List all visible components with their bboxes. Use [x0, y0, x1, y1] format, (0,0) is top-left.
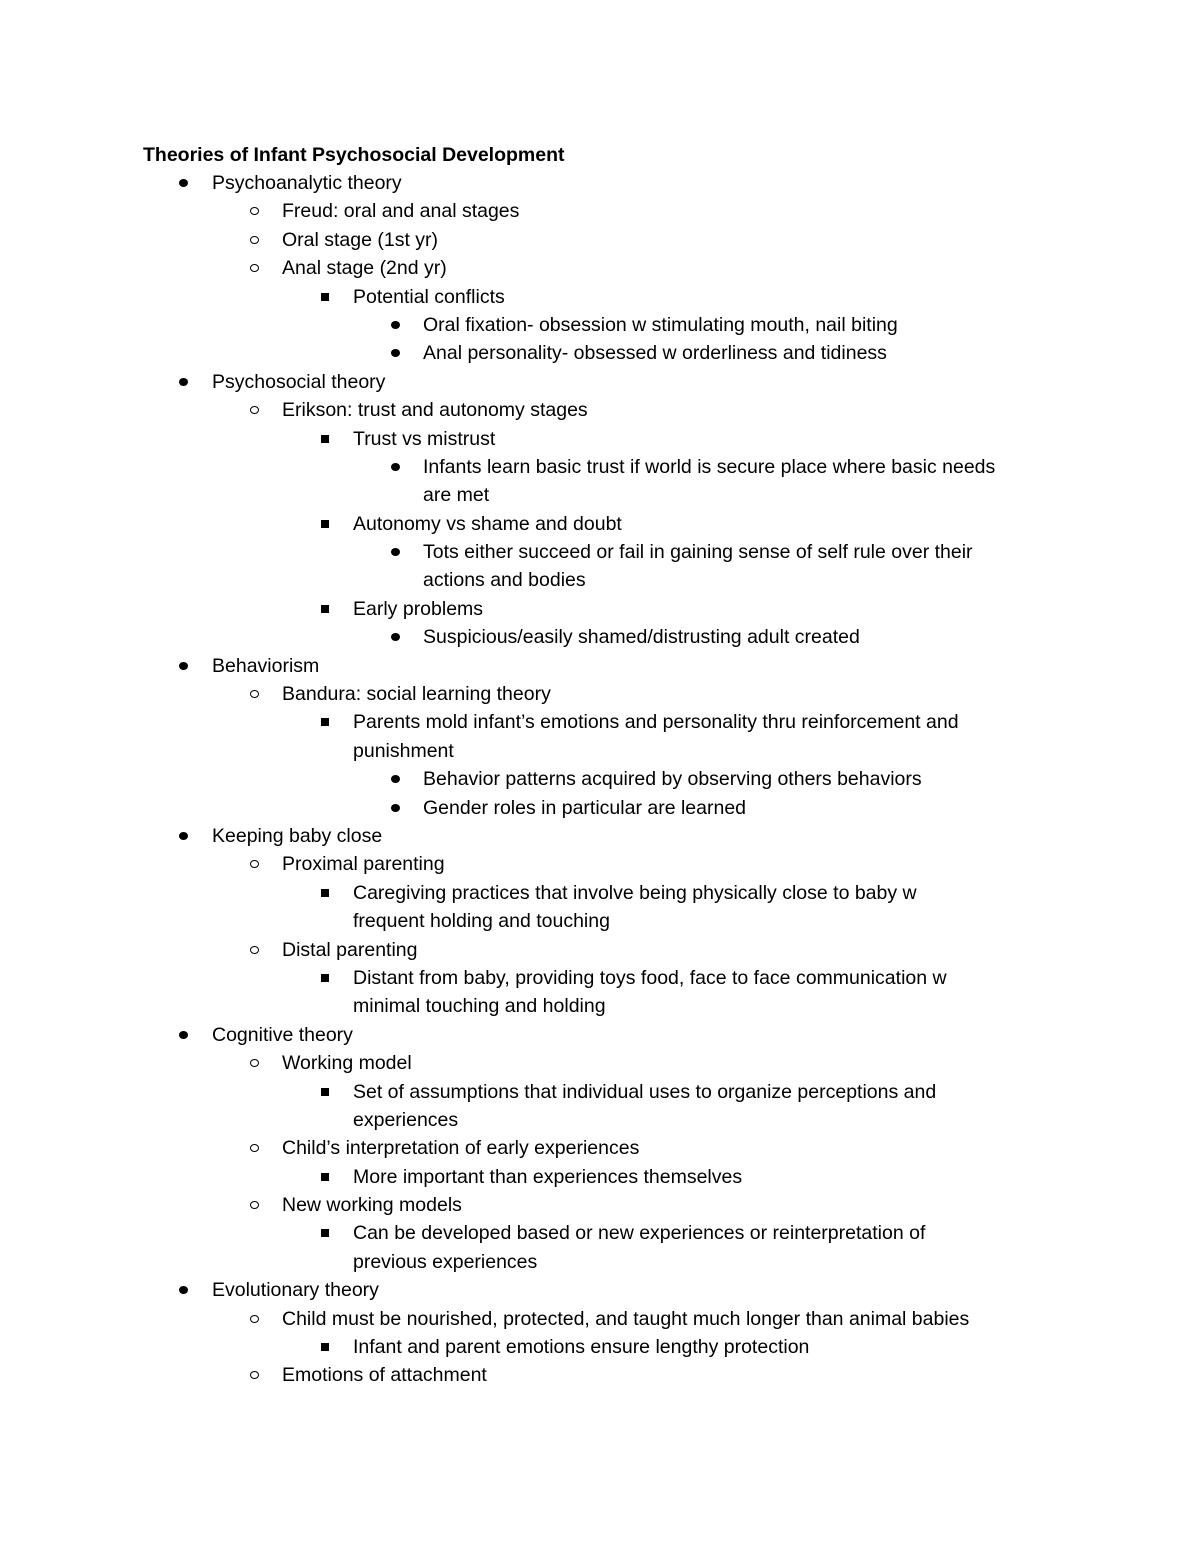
bullet-disc-icon: [174, 1276, 194, 1304]
list-item: [0, 1021, 1200, 1049]
list-item: [0, 595, 1200, 623]
list-item: [0, 510, 1200, 538]
bullet-disc-icon: [386, 765, 406, 793]
list-item-text: Gender roles in particular are learned: [423, 796, 747, 819]
list-item-text: Child must be nourished, protected, and taught much longer than animal babies: [282, 1307, 970, 1330]
list-item: [0, 425, 1200, 453]
list-item: [0, 964, 1200, 992]
bullet-circle-icon: [245, 1305, 265, 1333]
bullet-circle-icon: [245, 226, 265, 254]
document-title: Theories of Infant Psychosocial Development: [143, 144, 565, 166]
list-item-text: Behaviorism: [212, 654, 320, 677]
list-item: [0, 822, 1200, 850]
list-item-text: are met: [423, 484, 490, 507]
list-item: [0, 368, 1200, 396]
list-item-text: Early problems: [353, 597, 484, 620]
list-item: [0, 1134, 1200, 1162]
bullet-disc-icon: [386, 453, 406, 481]
list-item-text: Caregiving practices that involve being physically close to baby w: [353, 881, 917, 904]
list-item-text: Freud: oral and anal stages: [282, 200, 520, 223]
list-item: [0, 254, 1200, 282]
list-item: [0, 283, 1200, 311]
list-item-text: Bandura: social learning theory: [282, 683, 551, 706]
list-item-text: Working model: [282, 1052, 412, 1075]
list-item-continuation: [0, 481, 1200, 509]
list-item: [0, 936, 1200, 964]
list-item: [0, 765, 1200, 793]
list-item-continuation: [0, 1106, 1200, 1134]
list-item-continuation: [0, 992, 1200, 1020]
list-item: [0, 794, 1200, 822]
list-item: [0, 708, 1200, 736]
outline-list: [0, 169, 1200, 1390]
list-item-text: actions and bodies: [423, 569, 586, 592]
list-item-text: frequent holding and touching: [353, 910, 610, 933]
list-item-text: Psychoanalytic theory: [212, 172, 402, 194]
list-item: [0, 339, 1200, 367]
list-item: [0, 1049, 1200, 1077]
list-item: [0, 197, 1200, 225]
bullet-square-icon: [315, 1219, 335, 1247]
bullet-square-icon: [315, 425, 335, 453]
list-item: [0, 1219, 1200, 1247]
list-item-text: Keeping baby close: [212, 824, 383, 847]
bullet-circle-icon: [245, 396, 265, 424]
list-item-text: Set of assumptions that individual uses to organize perceptions and: [353, 1080, 937, 1103]
list-item-continuation: [0, 737, 1200, 765]
bullet-square-icon: [315, 879, 335, 907]
list-item: [0, 396, 1200, 424]
bullet-disc-icon: [174, 169, 194, 197]
bullet-disc-icon: [174, 1021, 194, 1049]
list-item-text: Tots either succeed or fail in gaining sense of self rule over their: [423, 541, 973, 564]
list-item: [0, 226, 1200, 254]
bullet-disc-icon: [174, 652, 194, 680]
list-item: [0, 311, 1200, 339]
list-item: [0, 453, 1200, 481]
bullet-square-icon: [315, 510, 335, 538]
bullet-circle-icon: [245, 850, 265, 878]
list-item: [0, 1276, 1200, 1304]
list-item-text: Infant and parent emotions ensure lengthy protection: [353, 1336, 810, 1359]
list-item-text: Distal parenting: [282, 938, 418, 961]
list-item: [0, 623, 1200, 651]
list-item-text: Trust vs mistrust: [353, 427, 496, 450]
bullet-circle-icon: [245, 1049, 265, 1077]
bullet-square-icon: [315, 595, 335, 623]
list-item: [0, 169, 1200, 197]
list-item-text: Parents mold infant’s emotions and personality thru reinforcement and: [353, 711, 959, 734]
list-item-text: Proximal parenting: [282, 853, 445, 876]
list-item: [0, 1191, 1200, 1219]
list-item-text: Oral fixation- obsession w stimulating mouth, nail biting: [423, 313, 898, 336]
list-item-text: Erikson: trust and autonomy stages: [282, 399, 588, 422]
bullet-circle-icon: [245, 254, 265, 282]
list-item-text: punishment: [353, 739, 454, 762]
list-item-text: Cognitive theory: [212, 1023, 353, 1046]
bullet-disc-icon: [386, 623, 406, 651]
bullet-square-icon: [315, 1078, 335, 1106]
list-item-continuation: [0, 1248, 1200, 1276]
list-item-continuation: [0, 566, 1200, 594]
list-item-text: Anal personality- obsessed w orderliness and tidiness: [423, 342, 887, 365]
bullet-circle-icon: [245, 936, 265, 964]
list-item: [0, 1361, 1200, 1389]
bullet-disc-icon: [174, 368, 194, 396]
list-item: [0, 538, 1200, 566]
list-item-text: Suspicious/easily shamed/distrusting adult created: [423, 626, 860, 649]
list-item-text: Behavior patterns acquired by observing others behaviors: [423, 768, 922, 791]
list-item-text: New working models: [282, 1194, 462, 1217]
list-item-text: minimal touching and holding: [353, 995, 606, 1018]
list-item-text: More important than experiences themselves: [353, 1165, 743, 1188]
bullet-circle-icon: [245, 1134, 265, 1162]
list-item: [0, 850, 1200, 878]
list-item: [0, 652, 1200, 680]
list-item: [0, 680, 1200, 708]
list-item-text: Distant from baby, providing toys food, face to face communication w: [353, 966, 947, 989]
bullet-circle-icon: [245, 197, 265, 225]
list-item: [0, 1078, 1200, 1106]
list-item-text: experiences: [353, 1108, 459, 1131]
list-item: [0, 879, 1200, 907]
list-item-text: Evolutionary theory: [212, 1279, 379, 1302]
bullet-square-icon: [315, 708, 335, 736]
list-item-text: Anal stage (2nd yr): [282, 257, 447, 280]
bullet-circle-icon: [245, 1191, 265, 1219]
list-item-continuation: [0, 907, 1200, 935]
list-item-text: Potential conflicts: [353, 285, 505, 308]
list-item-text: Can be developed based or new experiences or reinterpretation of: [353, 1222, 926, 1245]
list-item-text: Autonomy vs shame and doubt: [353, 512, 622, 535]
list-item: [0, 1163, 1200, 1191]
bullet-square-icon: [315, 964, 335, 992]
list-item: [0, 1305, 1200, 1333]
list-item-text: Child’s interpretation of early experiences: [282, 1137, 640, 1160]
list-item-text: Infants learn basic trust if world is secure place where basic needs: [423, 455, 996, 478]
bullet-disc-icon: [386, 339, 406, 367]
list-item-text: previous experiences: [353, 1250, 538, 1273]
bullet-square-icon: [315, 283, 335, 311]
list-item: [0, 1333, 1200, 1361]
list-item-text: Oral stage (1st yr): [282, 228, 439, 251]
bullet-disc-icon: [174, 822, 194, 850]
list-item-text: Emotions of attachment: [282, 1364, 487, 1387]
bullet-disc-icon: [386, 794, 406, 822]
bullet-circle-icon: [245, 680, 265, 708]
list-item-text: Psychosocial theory: [212, 370, 386, 393]
bullet-square-icon: [315, 1333, 335, 1361]
bullet-circle-icon: [245, 1361, 265, 1389]
bullet-disc-icon: [386, 311, 406, 339]
bullet-disc-icon: [386, 538, 406, 566]
bullet-square-icon: [315, 1163, 335, 1191]
